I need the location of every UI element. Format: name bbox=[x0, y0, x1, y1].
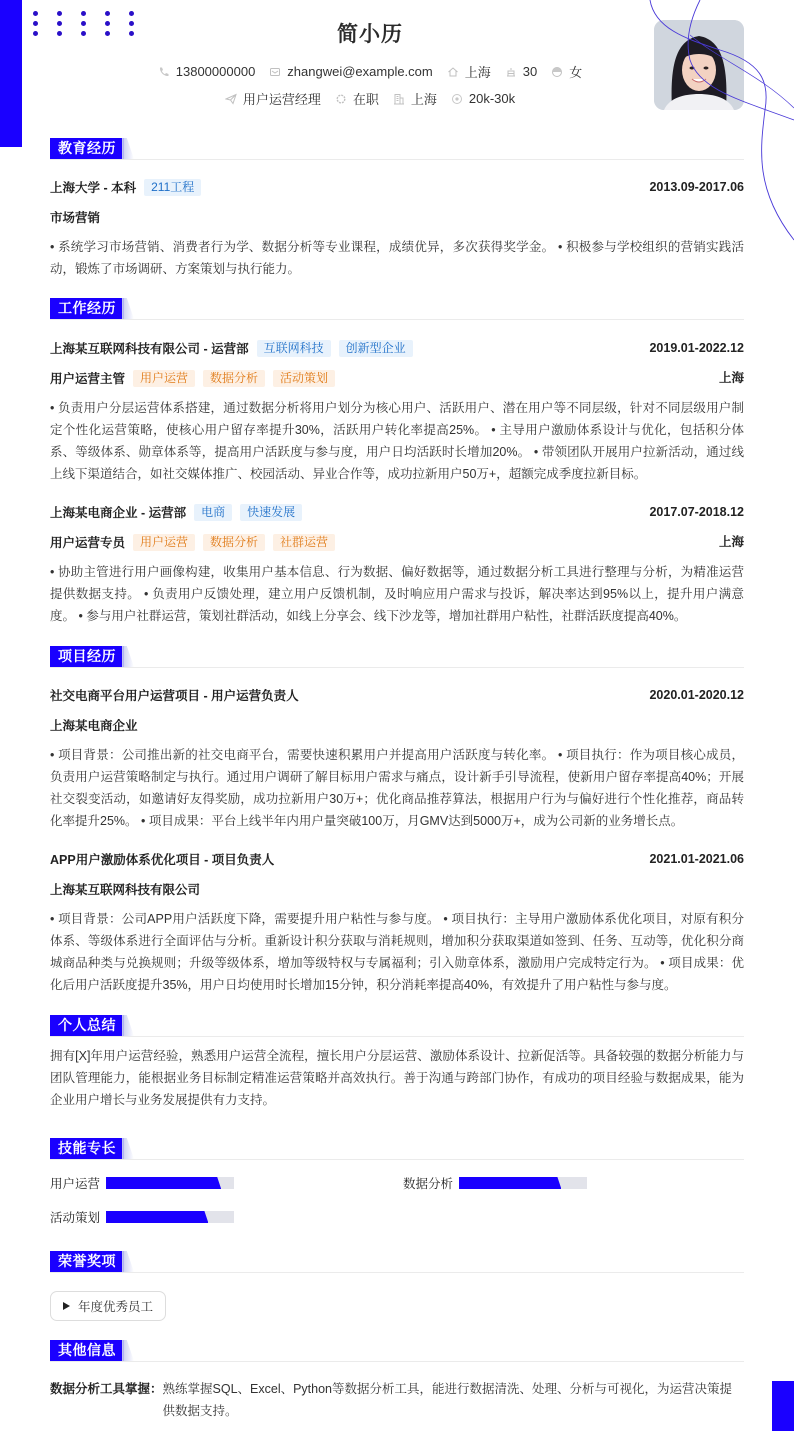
salary-item: 20k-30k bbox=[451, 89, 515, 108]
gender-icon bbox=[551, 66, 563, 78]
section-title: 其他信息 bbox=[50, 1340, 124, 1361]
skill-name: 数据分析 bbox=[403, 1177, 454, 1191]
contact-row-2 bbox=[0, 89, 740, 108]
skills-section bbox=[50, 1138, 744, 1238]
education-date: 2013.09-2017.06 bbox=[649, 180, 744, 194]
section-title: 项目经历 bbox=[50, 646, 124, 667]
project-item bbox=[50, 848, 744, 996]
work-location: 上海 bbox=[718, 371, 744, 385]
skill-name: 活动策划 bbox=[50, 1211, 101, 1225]
age-item: 30 bbox=[505, 62, 537, 81]
company-name: 上海某互联网科技有限公司 - 运营部 bbox=[50, 342, 249, 356]
other-info-value: 熟练掌握SQL、Excel、Python等数据分析工具，能进行数据清洗、处理、分析与可视化，为运营决策提供数据支持。 bbox=[162, 1382, 733, 1418]
awards-section bbox=[50, 1251, 744, 1321]
project-description: • 项目背景：公司APP用户活跃度下降，需要提升用户粘性与参与度。 • 项目执行：主导用户激励体系优化项目，对原有积分体系、等级体系进行全面评估与分析。重新设计积分获取与消耗规则，增加积分获取渠道如签到、任务、互动等，优化积分商城商品种类与兑换规则；升级等级体系，增加等级特权与专属福利；引入勋章体系，激励用户完成特定行为。 • 项目成果：优化后用户活跃度提升35%，用户日均使用时长增加15分钟，积分消耗率提高40%，有效提升了用户粘性与参与度。 bbox=[50, 912, 744, 992]
project-org: 上海某互联网科技有限公司 bbox=[50, 883, 201, 897]
award-name: 年度优秀员工 bbox=[78, 1300, 154, 1314]
phone-item: 13800000000 bbox=[158, 62, 256, 81]
skill-item bbox=[50, 1208, 234, 1226]
email-item: zhangwei@example.com bbox=[269, 62, 432, 81]
avatar-photo bbox=[654, 20, 744, 110]
gender-item: 女 bbox=[551, 62, 582, 81]
project-name: APP用户激励体系优化项目 - 项目负责人 bbox=[50, 853, 275, 867]
job-intent-item: 用户运营经理 bbox=[225, 89, 321, 108]
work-location: 上海 bbox=[718, 535, 744, 549]
section-header bbox=[50, 1340, 744, 1362]
skill-tag: 用户运营 bbox=[133, 534, 195, 551]
company-tag: 快速发展 bbox=[240, 504, 302, 521]
work-description: • 协助主管进行用户画像构建，收集用户基本信息、行为数据、偏好数据等，通过数据分析工具进行整理与分析，为精准运营提供数据支持。 • 负责用户反馈处理，建立用户反馈机制，及时响应用户需求与投诉，解决率达到95%以上，提升用户满意度。 • 参与用户社群运营，策划社群活动，如线上分享会、线下沙龙等，增加社群用户粘性，社群活跃度提高40%。 bbox=[50, 565, 744, 623]
company-tag: 互联网科技 bbox=[257, 340, 331, 357]
work-description: • 负责用户分层运营体系搭建，通过数据分析将用户划分为核心用户、活跃用户、潜在用户等不同层级，针对不同层级用户制定个性化运营策略，使核心用户留存率提升30%，活跃用户转化率提高25%。 • 主导用户激励体系设计与优化，包括积分体系、等级体系、勋章体系等，提高用户活跃度与参与度，用户日均活跃时长增加20%。 • 带领团队开展用户拉新活动，通过线上线下渠道结合，如社交媒体推广、校园活动、异业合作等，成功拉新用户50万+，超额完成季度拉新目标。 bbox=[50, 401, 744, 481]
section-title: 技能专长 bbox=[50, 1138, 124, 1159]
project-name: 社交电商平台用户运营项目 - 用户运营负责人 bbox=[50, 689, 299, 703]
major: 市场营销 bbox=[50, 211, 101, 225]
project-description: • 项目背景：公司推出新的社交电商平台，需要快速积累用户并提高用户活跃度与转化率。 • 项目执行：作为项目核心成员，负责用户运营策略制定与执行。通过用户调研了解目标用户需求与痛点，设计新手引导流程，使新用户留存率提高40%；开展社交裂变活动，如邀请好友得奖励，成功拉新用户30万+；优化商品推荐算法，根据用户行为与偏好进行个性化推荐，商品转化率提升25%。 • 项目成果：平台上线半年内用户量突破100万，月GMV达到5000万+，成为公司新的业务增长点。 bbox=[50, 748, 744, 828]
portrait-image bbox=[654, 20, 744, 110]
section-title: 荣誉奖项 bbox=[50, 1251, 124, 1272]
target-city-item: 上海 bbox=[393, 89, 437, 108]
skill-bar bbox=[459, 1177, 587, 1189]
home-icon bbox=[447, 66, 459, 78]
school-tag: 211工程 bbox=[144, 179, 201, 196]
skill-tag: 活动策划 bbox=[273, 370, 335, 387]
work-item bbox=[50, 501, 744, 627]
city-item: 上海 bbox=[447, 62, 491, 81]
project-date: 2021.01-2021.06 bbox=[649, 852, 744, 866]
salary-icon bbox=[451, 93, 463, 105]
section-header bbox=[50, 138, 744, 160]
project-item bbox=[50, 684, 744, 832]
education-item bbox=[50, 176, 744, 280]
skill-bar-fill bbox=[106, 1177, 221, 1189]
position: 用户运营专员 bbox=[50, 536, 126, 550]
skill-bar bbox=[106, 1177, 234, 1189]
skill-bar-fill bbox=[459, 1177, 561, 1189]
work-section bbox=[50, 298, 744, 627]
section-header bbox=[50, 1015, 744, 1037]
work-item bbox=[50, 337, 744, 485]
project-date: 2020.01-2020.12 bbox=[649, 688, 744, 702]
other-info-item bbox=[50, 1378, 744, 1422]
candidate-name: 简小历 bbox=[337, 23, 403, 46]
summary-text: 拥有[X]年用户运营经验，熟悉用户运营全流程，擅长用户分层运营、激励体系设计、拉新促活等。具备较强的数据分析能力与团队管理能力，能根据业务目标制定精准运营策略并高效执行。善于沟通与跨部门协作，有成功的项目经验与数据成果，能为企业用户增长与业务发展提供有力支持。 bbox=[50, 1049, 744, 1107]
building-icon bbox=[393, 93, 405, 105]
section-title: 教育经历 bbox=[50, 138, 124, 159]
company-tag: 创新型企业 bbox=[339, 340, 413, 357]
triangle-icon bbox=[63, 1302, 70, 1310]
summary-section bbox=[50, 1015, 744, 1111]
other-section bbox=[50, 1340, 744, 1422]
school-name: 上海大学 - 本科 bbox=[50, 181, 137, 195]
projects-section bbox=[50, 646, 744, 996]
award-item bbox=[50, 1291, 166, 1321]
project-org: 上海某电商企业 bbox=[50, 719, 138, 733]
company-tag: 电商 bbox=[194, 504, 232, 521]
skill-item bbox=[50, 1174, 234, 1192]
skill-tag: 用户运营 bbox=[133, 370, 195, 387]
send-icon bbox=[225, 93, 237, 105]
contact-row-1 bbox=[0, 62, 740, 81]
skill-tag: 社群运营 bbox=[273, 534, 335, 551]
skill-tag: 数据分析 bbox=[203, 370, 265, 387]
right-accent-bar bbox=[772, 1381, 794, 1431]
age-icon bbox=[505, 66, 517, 78]
section-header bbox=[50, 646, 744, 668]
status-item: 在职 bbox=[335, 89, 379, 108]
section-header bbox=[50, 1251, 744, 1273]
other-info-key: 数据分析工具掌握： bbox=[50, 1382, 163, 1396]
education-section bbox=[50, 138, 744, 280]
section-title: 工作经历 bbox=[50, 298, 124, 319]
skill-bar bbox=[106, 1211, 234, 1223]
company-name: 上海某电商企业 - 运营部 bbox=[50, 506, 187, 520]
skills-list bbox=[50, 1168, 744, 1238]
work-date: 2019.01-2022.12 bbox=[649, 341, 744, 355]
section-header bbox=[50, 1138, 744, 1160]
skill-tag: 数据分析 bbox=[203, 534, 265, 551]
work-date: 2017.07-2018.12 bbox=[649, 505, 744, 519]
skill-bar-fill bbox=[106, 1211, 208, 1223]
section-title: 个人总结 bbox=[50, 1015, 124, 1036]
phone-icon bbox=[158, 66, 170, 78]
mail-icon bbox=[269, 66, 281, 78]
skill-item bbox=[403, 1174, 587, 1192]
skill-name: 用户运营 bbox=[50, 1177, 101, 1191]
status-icon bbox=[335, 93, 347, 105]
section-header bbox=[50, 298, 744, 320]
education-description: • 系统学习市场营销、消费者行为学、数据分析等专业课程，成绩优异，多次获得奖学金。 • 积极参与学校组织的营销实践活动，锻炼了市场调研、方案策划与执行能力。 bbox=[50, 240, 744, 276]
position: 用户运营主管 bbox=[50, 372, 126, 386]
